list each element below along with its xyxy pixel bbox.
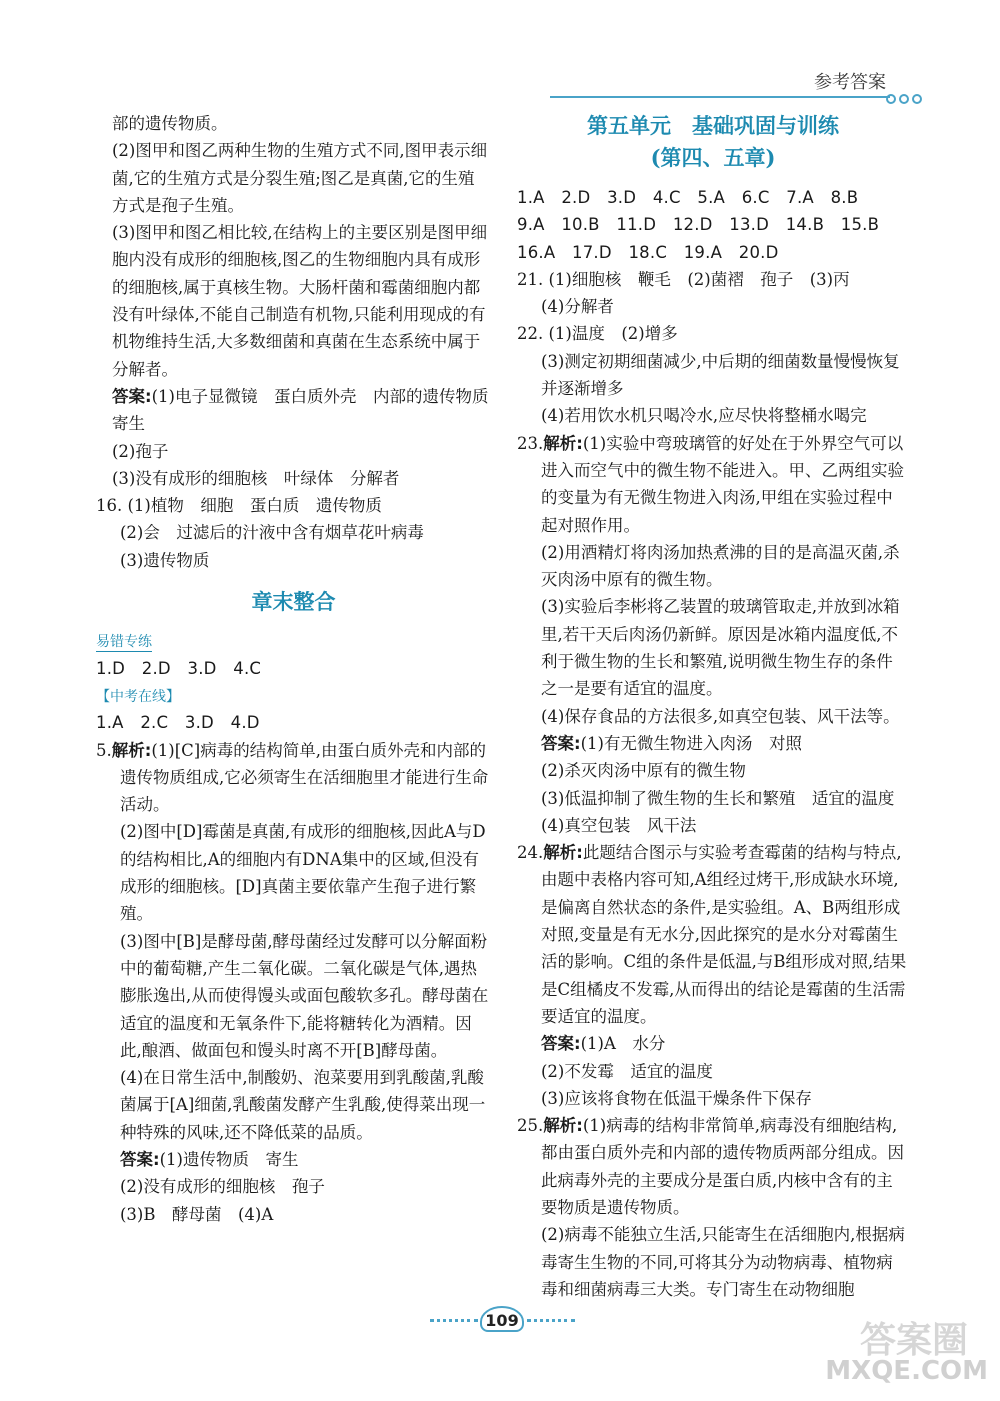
mcq-answers: 1.A 2.C 3.D 4.D — [96, 713, 260, 733]
header-rule — [550, 96, 890, 98]
answer-label: 答案: — [541, 1034, 581, 1054]
paragraph: (2)病毒不能独立生活,只能寄生在活细胞内,根据病毒寄生生物的不同,可将其分为动物病毒、植物病毒和细菌病毒三大类。专门寄生在动物细胞 — [541, 1225, 905, 1299]
analysis-text: (1)病毒的结构非常简单,病毒没有细胞结构,都由蛋白质外壳和内部的遗传物质两部分组成。因此病毒外壳的主要成分是蛋白质,内核中含有的主要物质是遗传物质。 — [541, 1116, 904, 1217]
page-number: 109 — [480, 1306, 524, 1332]
question-number: 25. — [517, 1116, 544, 1136]
question-21-line: (4)分解者 — [541, 297, 614, 317]
paragraph: (3)实验后李彬将乙装置的玻璃管取走,并放到冰箱里,若干天后肉汤仍新鲜。原因是冰箱内温度低,不利于微生物的生长和繁殖,说明微生物生存的条件之一是要有适宜的温度。 — [541, 597, 900, 699]
mcq-answers: 16.A 17.D 18.C 19.A 20.D — [517, 242, 779, 262]
question-22-line: (3)测定初期细菌减少,中后期的细菌数量慢慢恢复并逐渐增多 — [541, 351, 900, 399]
question-21-line: 21. (1)细胞核 鞭毛 (2)菌褶 孢子 (3)丙 — [517, 269, 850, 289]
analysis-text: 此题结合图示与实验考查霉菌的结构与特点,由题中表格内容可知,A组经过烤干,形成缺水环境,是偏离自然状态的条件,是实验组。A、B两组形成对照,变量是有无水分,因此探究的是水分对霉菌生活的影响。C组的条件是低温,与B组形成对照,结果是C组橘皮不发霉,从而得出的结论是霉菌的生活需要适宜的温度。 — [541, 843, 907, 1026]
dotted-line — [430, 1319, 478, 1322]
mcq-answers: 1.D 2.D 3.D 4.C — [96, 658, 262, 678]
answer-line: (4)真空包装 风干法 — [541, 815, 697, 835]
analysis-text: (1)[C]病毒的结构简单,由蛋白质外壳和内部的遗传物质组成,它必须寄生在活细胞里才能进行生命活动。 — [120, 740, 489, 815]
analysis-label: 解析: — [543, 843, 583, 863]
header-label: 参考答案 — [814, 72, 886, 93]
answer-line: (3)B 酵母菌 (4)A — [120, 1204, 274, 1224]
answer-text: (1)有无微生物进入肉汤 对照 — [580, 733, 802, 753]
answer-line: (2)不发霉 适宜的温度 — [541, 1061, 713, 1081]
answer-label: 答案: — [120, 1149, 160, 1169]
section-tag: 易错专练 — [96, 634, 152, 651]
answer-line — [96, 1146, 491, 1173]
analysis-text: (1)实验中弯玻璃管的好处在于外界空气可以进入而空气中的微生物不能进入。甲、乙两组实验的变量为有无微生物进入肉汤,甲组在实验过程中起对照作用。 — [541, 433, 904, 535]
section-tag: 【中考在线】 — [96, 688, 180, 705]
question-16-line: 16. (1)植物 细胞 蛋白质 遗传物质 — [96, 496, 382, 516]
paragraph: (4)保存食品的方法很多,如真空包装、风干法等。 — [541, 706, 900, 726]
answer-line — [517, 1030, 909, 1057]
paragraph: (2)图中[D]霉菌是真菌,有成形的细胞核,因此A与D的结构相比,A的细胞内有DNA集中的区域,但没有成形的细胞核。[D]真菌主要依靠产生孢子进行繁殖。 — [120, 822, 486, 924]
answer-text: (1)A 水分 — [580, 1034, 666, 1054]
text-line: 部的遗传物质。 — [112, 114, 228, 133]
question-16-line: (3)遗传物质 — [120, 550, 210, 570]
analysis-label: 解析: — [111, 740, 152, 760]
analysis-label: 解析: — [543, 1116, 583, 1136]
paragraph: (2)用酒精灯将肉汤加热煮沸的目的是高温灭菌,杀灭肉汤中原有的微生物。 — [541, 542, 900, 590]
question-number: 5. — [96, 740, 112, 760]
question-22-line: 22. (1)温度 (2)增多 — [517, 324, 678, 344]
answer-line: (2)没有成形的细胞核 孢子 — [120, 1177, 325, 1197]
answer-text: (1)遗传物质 寄生 — [159, 1149, 299, 1169]
answer-label: 答案: — [541, 733, 581, 753]
question-number: 23. — [517, 433, 544, 453]
answer-line — [517, 730, 909, 757]
answer-line — [96, 383, 505, 438]
watermark-url: MXQE.COM — [825, 1356, 988, 1386]
left-column — [96, 110, 505, 1228]
answer-text: (1)电子显微镜 蛋白质外壳 内部的遗传物质 寄生 — [112, 386, 505, 434]
answer-line: (3)低温抑制了微生物的生长和繁殖 适宜的温度 — [541, 788, 895, 808]
answer-line: (2)孢子 — [112, 441, 169, 461]
header-dots-icon — [886, 89, 925, 108]
right-column — [517, 110, 909, 1303]
paragraph: (3)图甲和图乙相比较,在结构上的主要区别是图甲细胞内没有成形的细胞核,图乙的生物细胞内具有成形的细胞核,属于真核生物。大肠杆菌和霉菌细胞内都没有叶绿体,不能自己制造有机物,只能利用现成的有机物维持生活,大多数细菌和真菌在生态系统中属于分解者。 — [112, 223, 488, 379]
paragraph: (4)在日常生活中,制酸奶、泡菜要用到乳酸菌,乳酸菌属于[A]细菌,乳酸菌发酵产生乳酸,使得菜出现一种特殊的风味,还不降低菜的品质。 — [120, 1068, 486, 1142]
dotted-line — [527, 1319, 575, 1322]
paragraph: (2)图甲和图乙两种生物的生殖方式不同,图甲表示细菌,它的生殖方式是分裂生殖;图乙是真菌,它的生殖方式是孢子生殖。 — [112, 141, 488, 215]
question-23-analysis — [517, 430, 909, 539]
section-title: 章末整合 — [251, 589, 336, 615]
question-16-line: (2)会 过滤后的汁液中含有烟草花叶病毒 — [120, 523, 424, 543]
answer-line: (2)杀灭肉汤中原有的微生物 — [541, 761, 746, 781]
watermark-logo: 答案圈 — [859, 1320, 968, 1361]
question-5-analysis — [96, 737, 491, 819]
mcq-answers: 1.A 2.D 3.D 4.C 5.A 6.C 7.A 8.B — [517, 188, 859, 207]
unit-title-sub: (第四、五章) — [650, 145, 776, 170]
answer-label: 答案: — [112, 386, 152, 406]
question-24-analysis — [517, 839, 909, 1030]
mcq-answers: 9.A 10.B 11.D 12.D 13.D 14.B 15.B — [517, 215, 880, 235]
question-25-analysis — [517, 1112, 909, 1221]
paragraph: (3)图中[B]是酵母菌,酵母菌经过发酵可以分解面粉中的葡萄糖,产生二氧化碳。二氧化碳是气体,遇热膨胀逸出,从而使得馒头或面包酸软多孔。酵母菌在适宜的温度和无氧条件下,能将糖转化为酒精。因此,酿酒、做面包和馒头时离不开[B]酵母菌。 — [120, 931, 489, 1060]
page-number-badge — [430, 1306, 575, 1334]
question-22-line: (4)若用饮水机只喝冷水,应尽快将整桶水喝完 — [541, 406, 867, 426]
unit-title-main: 第五单元 基础巩固与训练 — [587, 113, 839, 138]
answer-line: (3)应该将食物在低温干燥条件下保存 — [541, 1088, 812, 1108]
analysis-label: 解析: — [543, 433, 583, 453]
question-number: 24. — [517, 843, 544, 863]
answer-line: (3)没有成形的细胞核 叶绿体 分解者 — [112, 468, 400, 488]
